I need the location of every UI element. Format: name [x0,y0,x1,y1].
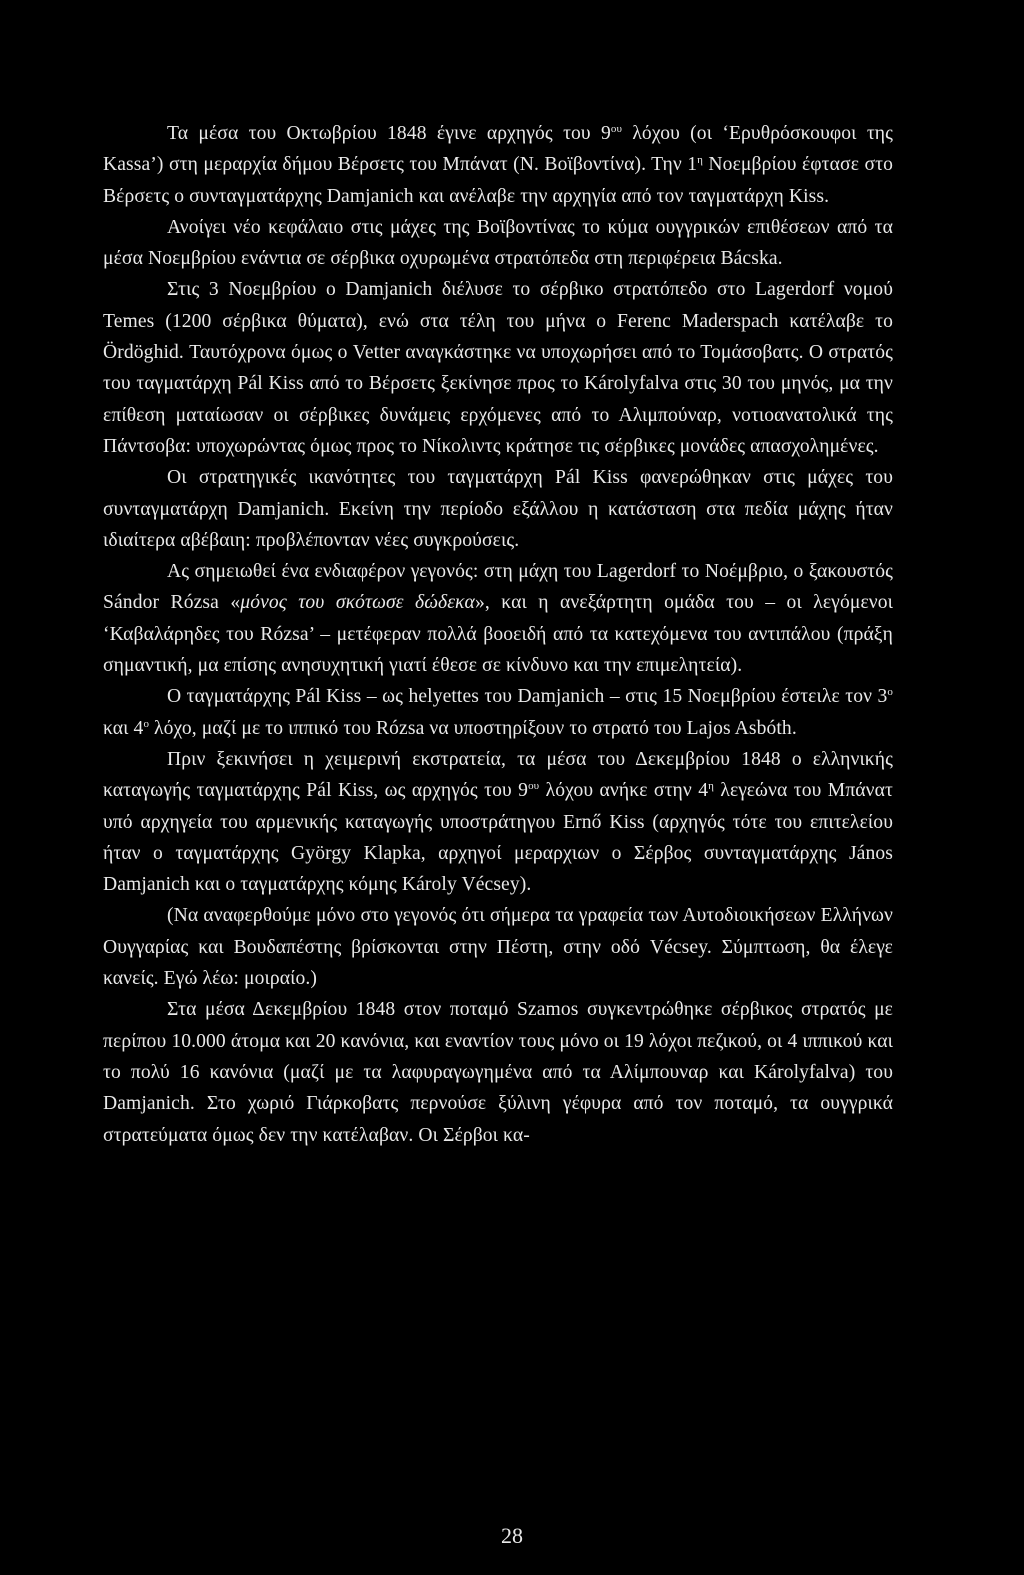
paragraph-7-text-b: λόχου ανήκε στην 4 [539,780,709,802]
ordinal-superscript: η [708,780,714,793]
paragraph-1 [103,118,893,212]
paragraph-9: Στα μέσα Δεκεμβρίου 1848 στον ποταμό Szamos συγκεντρώθηκε σέρβικος στρατός με περίπου 10.000 άτομα και 20 κανόνια, και εναντίον τους μόνο οι 19 λόχοι πεζικού, οι 4 ιππικού και το πολύ 16 κανόνια (μαζί με τα λαφυραγωγημένα από τα Αλίμπουναρ και Károlyfalva) του Damjanich. Στο χωριό Γιάρκοβατς περνούσε ξύλινη γέφυρα από τον ποταμό, τα ουγγρικά στρατεύματα όμως δεν την κατέλαβαν. Οι Σέρβοι κα- [103,999,893,1146]
ordinal-superscript: ου [528,780,540,793]
paragraph-1-text-b: λόχου (οι ‘Ερυθρόσκουφοι της Kassa’) στη μεραρχία δήμου Βέρσετς του Μπάνατ (Ν. Βοϊβοντίνα). Την 1 [103,123,893,176]
page-body [103,118,893,1151]
paragraph-1-text-a: Τα μέσα του Οκτωβρίου 1848 έγινε αρχηγός του 9 [167,123,611,144]
paragraph-7-text-a: Πριν ξεκινήσει η χειμερινή εκστρατεία, τα μέσα του Δεκεμβρίου 1848 ο ελληνικής καταγωγής ταγματάρχης Pál Kiss, ως αρχηγός του 9 [103,748,893,802]
paragraph-2: Ανοίγει νέο κεφάλαιο στις μάχες της Βοϊβοντίνας το κύμα ουγγρικών επιθέσεων από τα μέσα Νοεμβρίου ενάντια σε σέρβικα οχυρωμένα στρατόπεδα στη περιφέρεια Bácska. [103,216,893,270]
italic-quote: μόνος του σκότωσε δώδεκα [240,592,475,614]
ordinal-superscript: ο [143,717,150,730]
ordinal-superscript: ο [887,686,893,699]
paragraph-6-text-b: και 4 [103,717,144,739]
paragraph-5-text-b: », και η ανεξάρτητη ομάδα του – οι λεγόμενοι ‘Καβαλάρηδες του Rózsa’ – μετέφεραν πολλά βοοειδή από τα κατεχόμενα του αντιπάλου (πράξη σημαντική, μα επίσης ανησυχητική γιατί έθεσε σε κίνδυνο και την επιμελητεία). [103,592,894,677]
paragraph-1-text-c: Νοεμβρίου έφτασε στο Βέρσετς ο συνταγματάρχης Damjanich και ανέλαβε την αρχηγία από τον ταγματάρχη Kiss. [103,154,893,207]
paragraph-4: Οι στρατηγικές ικανότητες του ταγματάρχη Pál Kiss φανερώθηκαν στις μάχες του συνταγματάρχη Damjanich. Εκείνη την περίοδο εξάλλου η κατάσταση στα πεδία μάχης ήταν ιδιαίτερα αβέβαιη: προβλέπονταν νέες συγκρούσεις. [103,467,893,551]
paragraph-6 [103,681,893,744]
page-number: 28 [501,1523,523,1548]
ordinal-superscript: η [697,154,703,167]
paragraph-5 [103,556,893,681]
paragraph-8: (Να αναφερθούμε μόνο στο γεγονός ότι σήμερα τα γραφεία των Αυτοδιοικήσεων Ελλήνων Ουγγαρίας και Βουδαπέστης βρίσκονται στην Πέστη, στην οδό Vécsey. Σύμπτωση, θα έλεγε κανείς. Εγώ λέω: μοιραίο.) [103,905,893,990]
paragraph-3: Στις 3 Νοεμβρίου ο Damjanich διέλυσε το σέρβικο στρατόπεδο στο Lagerdorf νομού Temes (1200 σέρβικα θύματα), ενώ στα τέλη του μήνα ο Ferenc Maderspach κατέλαβε το Ördöghid. Ταυτόχρονα όμως ο Vetter αναγκάστηκε να υποχωρήσει από το Τομάσοβατς. Ο στρατός του ταγματάρχη Pál Kiss από το Βέρσετς ξεκίνησε προς το Károlyfalva στις 30 του μηνός, μα την επίθεση ματαίωσαν οι σέρβικες δυνάμεις ερχόμενες από το Αλιμπούναρ, νοτιοανατολικά της Πάντσοβα: υποχωρώντας όμως προς το Νίκολιντς κράτησε τις σέρβικες μονάδες απασχολημένες. [103,279,893,457]
paragraph-7-text-c: λεγεώνα του Μπάνατ υπό αρχηγεία του αρμενικής καταγωγής υποστράτηγου Ernő Kiss (αρχηγός τότε του επιτελείου ήταν ο ταγματάρχης György Klapka, αρχηγοί μεραρχιων ο Σέρβος συνταγματάρχης János Damjanich και ο ταγματάρχης κόμης Károly Vécsey). [103,780,893,896]
paragraph-5-text-a: Ας σημειωθεί ένα ενδιαφέρον γεγονός: στη μάχη του Lagerdorf το Νοέμβριο, ο ξακουστός Sándor Rózsa « [103,561,893,614]
paragraph-7 [103,744,893,900]
paragraph-6-text-c: λόχο, μαζί με το ιππικό του Rózsa να υποστηρίξουν το στρατό του Lajos Asbóth. [149,717,797,739]
ordinal-superscript: ου [610,123,623,135]
paragraph-6-text-a: Ο ταγματάρχης Pál Kiss – ως helyettes του Damjanich – στις 15 Νοεμβρίου έστειλε τον 3 [167,686,888,708]
